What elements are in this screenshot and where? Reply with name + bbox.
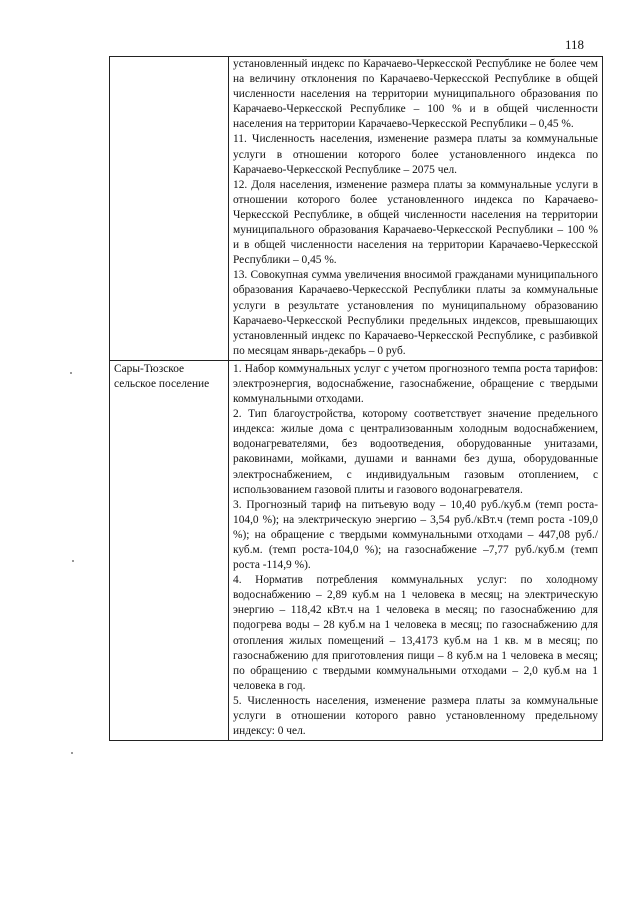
table-row [110,360,603,740]
page-number: 118 [564,37,584,52]
indicators-cell [229,57,603,361]
paragraph: 3. Прогнозный тариф на питьевую воду – 10,40 руб./куб.м (темп роста- 104,0 %); на электрическую энергию – 3,54 руб./кВт.ч (темп роста -109,0 %); на обращение с твердыми коммунальными отходами – 447,08 руб./куб.м. (темп роста-104,0 %); на газоснабжение –7,77 руб./куб.м (темп роста -114,9 %). [233,498,598,572]
indicators-cell [229,360,603,740]
table-row [110,57,603,361]
settlement-name-cell [110,57,229,361]
settlement-name-cell: Сары-Тюзское сельское поселение [110,360,229,740]
paragraph: 11. Численность населения, изменение размера платы за коммунальные услуги в отношении которого более установленного индекса по Карачаево-Черкесской Республике – 2075 чел. [233,133,598,176]
paragraph: 2. Тип благоустройства, которому соответствует значение предельного индекса: жилые дома с централизованным холодным водоснабжением, водонагревателями, без водоотведения, оборудованные унитазами, раковинами, мойками, душами и ваннами без душа, оборудованные электроснабжением, с индивидуальным газовым отоплением, с использованием газовой плиты и газового водонагревателя. [233,408,598,496]
paragraph: 4. Норматив потребления коммунальных услуг: по холодному водоснабжению – 2,89 куб.м на 1 человека в месяц; на электрическую энергию – 118,42 кВт.ч на 1 человека в месяц; по газоснабжению для подогрева воды – 28 куб.м на 1 человека в месяц; по газоснабжению для отопления жилых помещений – 13,4173 куб.м на 1 кв. м в месяц; по газоснабжению для приготовления пищи – 8 куб.м на 1 человека в месяц; по обращению с твердыми коммунальными отходами – 2,0 куб.м на 1 человека в год. [233,574,598,692]
document-table [109,56,603,741]
scan-speck [71,752,73,754]
paragraph: установленный индекс по Карачаево-Черкесской Республике не более чем на величину отклонения по Карачаево-Черкесской Республике в общей численности населения на территории муниципального образования по Карачаево-Черкесской Республике – 100 % и в общей численности населения на территории Карачаево-Черкесской Республики – 0,45 %. [233,58,598,131]
paragraph: 12. Доля населения, изменение размера платы за коммунальные услуги в отношении которого более установленного индекса по Карачаево-Черкесской Республике, в общей численности населения на территории муниципального образования Карачаево-Черкесской Республики – 100 % и в общей численности населения на территории Карачаево-Черкесской Республики – 0,45 %. [233,178,598,267]
paragraph: 13. Совокупная сумма увеличения вносимой гражданами муниципального образования Карачаево-Черкесской Республики платы за коммунальные услуги в результате установления по муниципальному образованию Карачаево-Черкесской Республики предельных индексов, превышающих установленный индекс по Карачаево-Черкесской Республике, с разбивкой по месяцам январь-декабрь – 0 руб. [233,269,598,357]
paragraph: 5. Численность населения, изменение размера платы за коммунальные услуги в отношении которого равно установленному предельному индексу: 0 чел. [233,694,598,738]
paragraph: 1. Набор коммунальных услуг с учетом прогнозного темпа роста тарифов: электроэнергия, водоснабжение, газоснабжение, обращение с твердыми коммунальными отходами. [233,362,598,406]
scan-speck [72,560,74,562]
scan-speck [70,372,72,374]
